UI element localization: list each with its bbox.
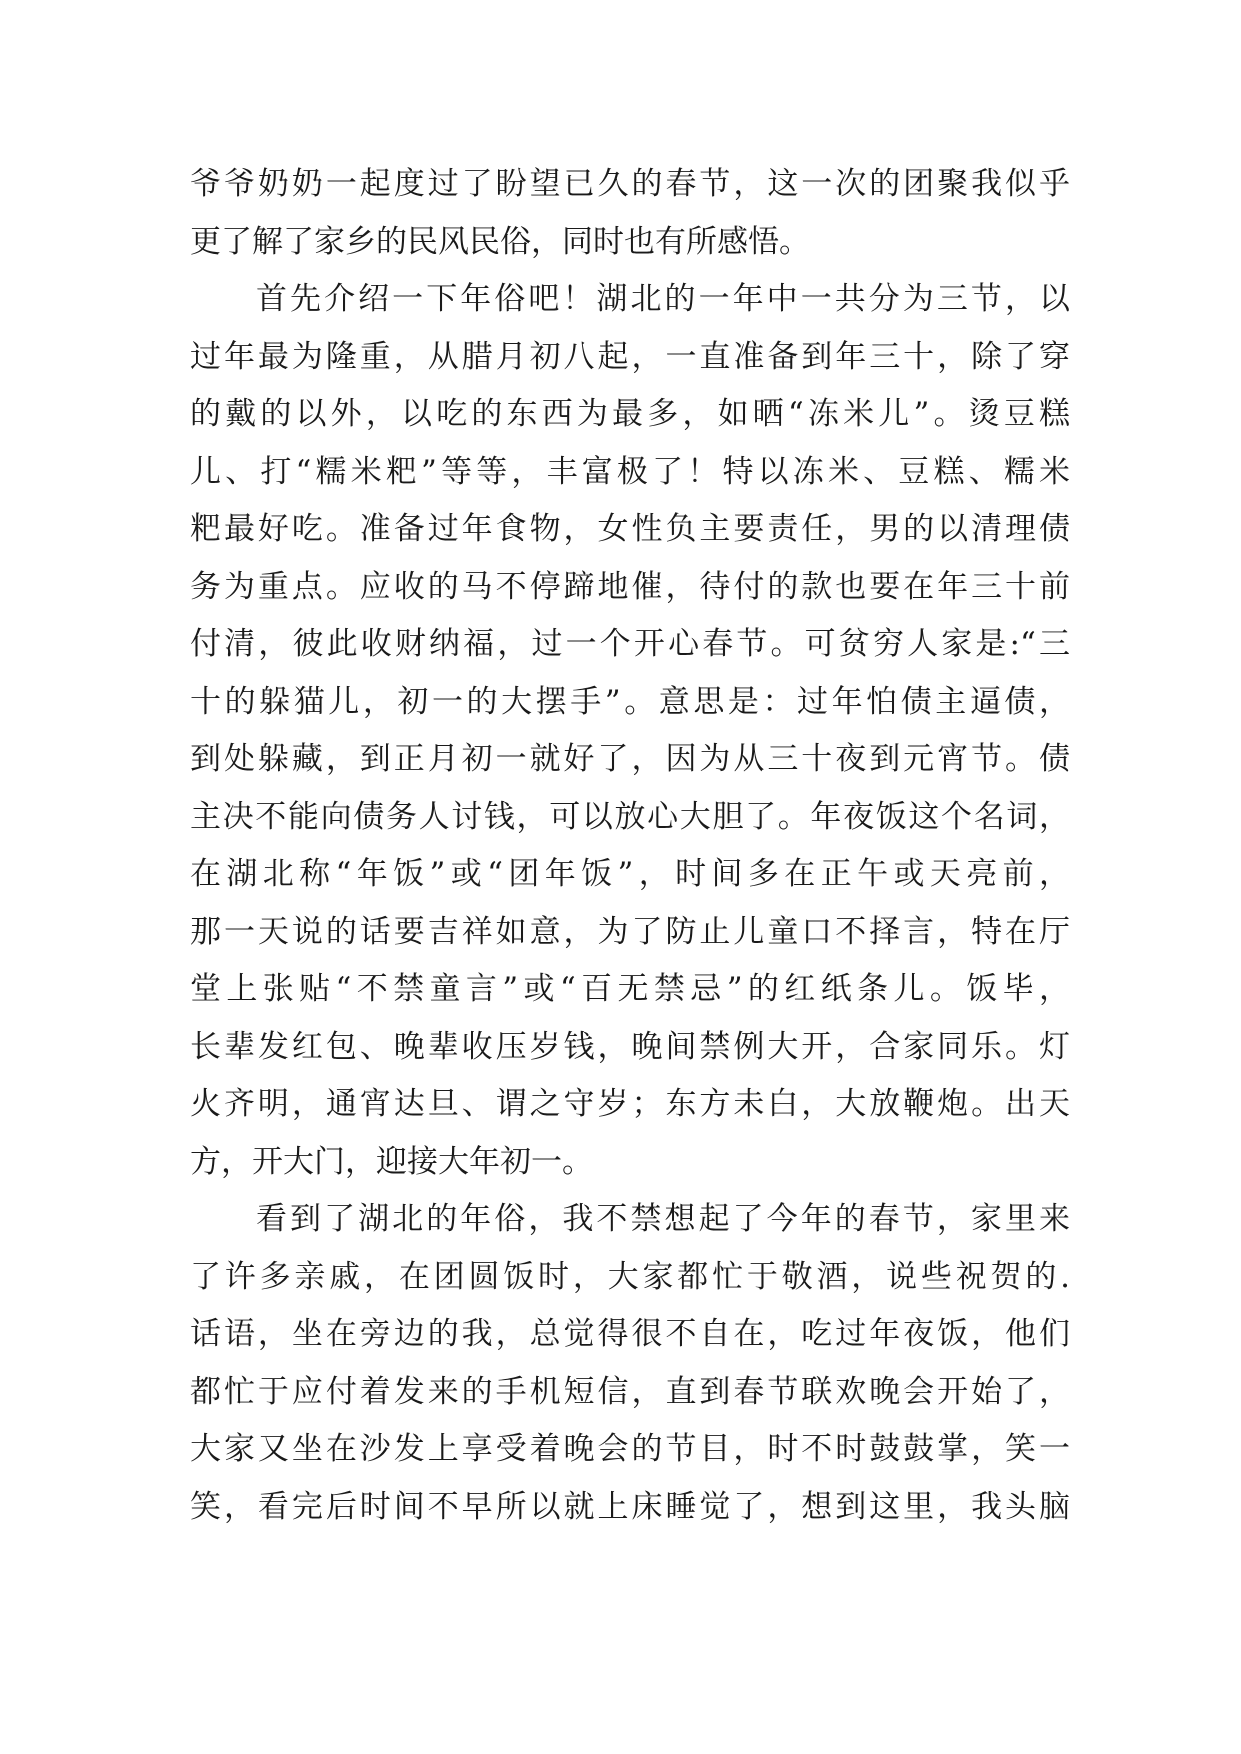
text-line: 都忙于应付着发来的手机短信，直到春节联欢晚会开始了， bbox=[190, 1373, 1070, 1410]
text-line: 大家又坐在沙发上享受着晚会的节目，时不时鼓鼓掌，笑一 bbox=[190, 1431, 1070, 1467]
text-line: 务为重点。应收的马不停蹄地催，待付的款也要在年三十前 bbox=[190, 568, 1070, 605]
text-line: 笑，看完后时间不早所以就上床睡觉了，想到这里，我头脑 bbox=[190, 1488, 1070, 1525]
text-line: 爷爷奶奶一起度过了盼望已久的春节，这一次的团聚我似乎 bbox=[190, 166, 1070, 202]
text-line: 长辈发红包、晚辈收压岁钱，晚间禁例大开，合家同乐。灯 bbox=[190, 1028, 1070, 1065]
text-line: 更了解了家乡的民风民俗，同时也有所感悟。 bbox=[190, 223, 810, 260]
text-line: 的戴的以外，以吃的东西为最多，如晒“冻米儿”。烫豆糕 bbox=[190, 396, 1070, 432]
text-line: 粑最好吃。准备过年食物，女性负主要责任，男的以清理债 bbox=[190, 511, 1070, 547]
text-line: 看到了湖北的年俗，我不禁想起了今年的春节，家里来 bbox=[256, 1201, 1070, 1237]
body-text bbox=[190, 156, 1070, 1536]
text-line: 火齐明，通宵达旦、谓之守岁；东方未白，大放鞭炮。出天 bbox=[190, 1086, 1070, 1122]
text-line: 那一天说的话要吉祥如意，为了防止儿童口不择言，特在厅 bbox=[190, 913, 1070, 950]
text-line: 在湖北称“年饭”或“团年饭”，时间多在正午或天亮前， bbox=[190, 856, 1070, 892]
text-line: 主决不能向债务人讨钱，可以放心大胆了。年夜饭这个名词， bbox=[190, 798, 1070, 835]
text-line: 堂上张贴“不禁童言”或“百无禁忌”的红纸条儿。饭毕， bbox=[190, 971, 1070, 1007]
text-line: 话语，坐在旁边的我，总觉得很不自在，吃过年夜饭，他们 bbox=[190, 1316, 1070, 1352]
text-line: 付清，彼此收财纳福，过一个开心春节。可贫穷人家是:“三 bbox=[190, 626, 1070, 662]
text-line: 儿、打“糯米粑”等等，丰富极了！特以冻米、豆糕、糯米 bbox=[190, 453, 1070, 490]
text-line: 了许多亲戚，在团圆饭时，大家都忙于敬酒，说些祝贺的. bbox=[190, 1258, 1070, 1295]
text-line: 方，开大门，迎接大年初一。 bbox=[190, 1143, 593, 1180]
text-line: 过年最为隆重，从腊月初八起，一直准备到年三十，除了穿 bbox=[190, 338, 1070, 375]
text-line: 十的躲猫儿，初一的大摆手”。意思是：过年怕债主逼债， bbox=[190, 683, 1070, 720]
text-line: 到处躲藏，到正月初一就好了，因为从三十夜到元宵节。债 bbox=[190, 741, 1070, 777]
text-line: 首先介绍一下年俗吧！湖北的一年中一共分为三节，以 bbox=[256, 281, 1070, 317]
